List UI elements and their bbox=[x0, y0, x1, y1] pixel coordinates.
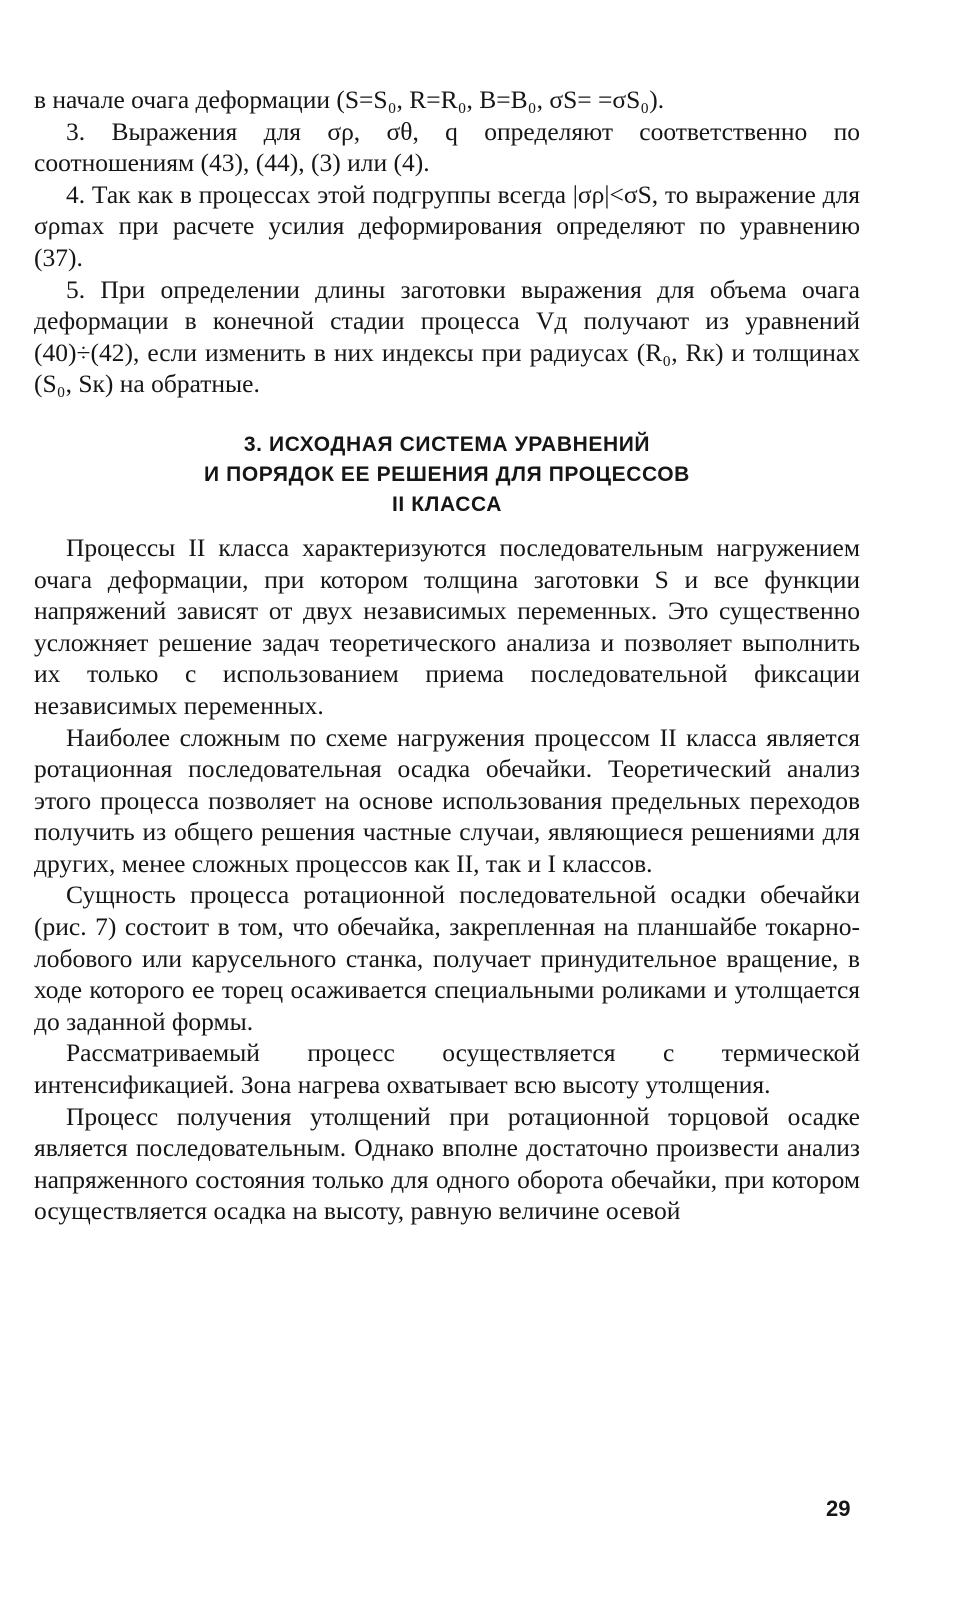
section-heading-line: И ПОРЯДОК ЕЕ РЕШЕНИЯ ДЛЯ ПРОЦЕССОВ bbox=[204, 462, 690, 486]
paragraph-continuation: в начале очага деформации (S=S₀, R=R₀, B=B₀, σS= =σS₀). bbox=[34, 85, 665, 114]
page-number: 29 bbox=[826, 1496, 851, 1521]
body-paragraph: Рассматриваемый процесс осуществляется с термической интенсификацией. Зона нагрева охватывает всю высоту утолщения. bbox=[34, 1038, 860, 1100]
section-heading bbox=[34, 430, 860, 520]
section-heading-line: II КЛАССА bbox=[391, 492, 503, 516]
body-paragraph: Процессы II класса характеризуются последовательным нагружением очага деформации, при котором толщина заготовки S и все функции напряжений зависят от двух независимых переменных. Это существенно усложняет решение задач теоретического анализа и позволяет выполнить их только с использованием приема последовательной фиксации независимых переменных. bbox=[34, 532, 860, 720]
paragraph-item-3: 3. Выражения для σρ, σθ, q определяют соответственно по соотношениям (43), (44), (3) или (4). bbox=[34, 116, 860, 178]
body-paragraph: Наиболее сложным по схеме нагружения процессом II класса является ротационная последовательная осадка обечайки. Теоретический анализ этого процесса позволяет на основе использования предельных переходов получить из общего решения частные случаи, являющиеся решениями для других, менее сложных процессов как II, так и I классов. bbox=[34, 722, 860, 878]
page-text-block bbox=[34, 84, 860, 1227]
section-heading-line: 3. ИСХОДНАЯ СИСТЕМА УРАВНЕНИЙ bbox=[243, 432, 651, 456]
body-paragraph: Сущность процесса ротационной последовательной осадки обечайки (рис. 7) состоит в том, что обечайка, закрепленная на планшайбе токарно-лобового или карусельного станка, получает принудительное вращение, в ходе которого ее торец осаживается специальными роликами и утолщается до заданной формы. bbox=[34, 880, 860, 1036]
body-paragraph: Процесс получения утолщений при ротационной торцовой осадке является последовательным. Однако вполне достаточно произвести анализ напряженного состояния только для одного оборота обечайки, при котором осуществляется осадка на высоту, равную величине осевой bbox=[34, 1101, 860, 1226]
paragraph-item-4: 4. Так как в процессах этой подгруппы всегда |σρ|<σS, то выражение для σρmax при расчете усилия деформирования определяют по уравнению (37). bbox=[34, 179, 860, 272]
paragraph-item-5: 5. При определении длины заготовки выражения для объема очага деформации в конечной стадии процесса Vд получают из уравнений (40)÷(42), если изменить в них индексы при радиусах (R₀, Rк) и толщинах (S₀, Sк) на обратные. bbox=[34, 274, 860, 399]
